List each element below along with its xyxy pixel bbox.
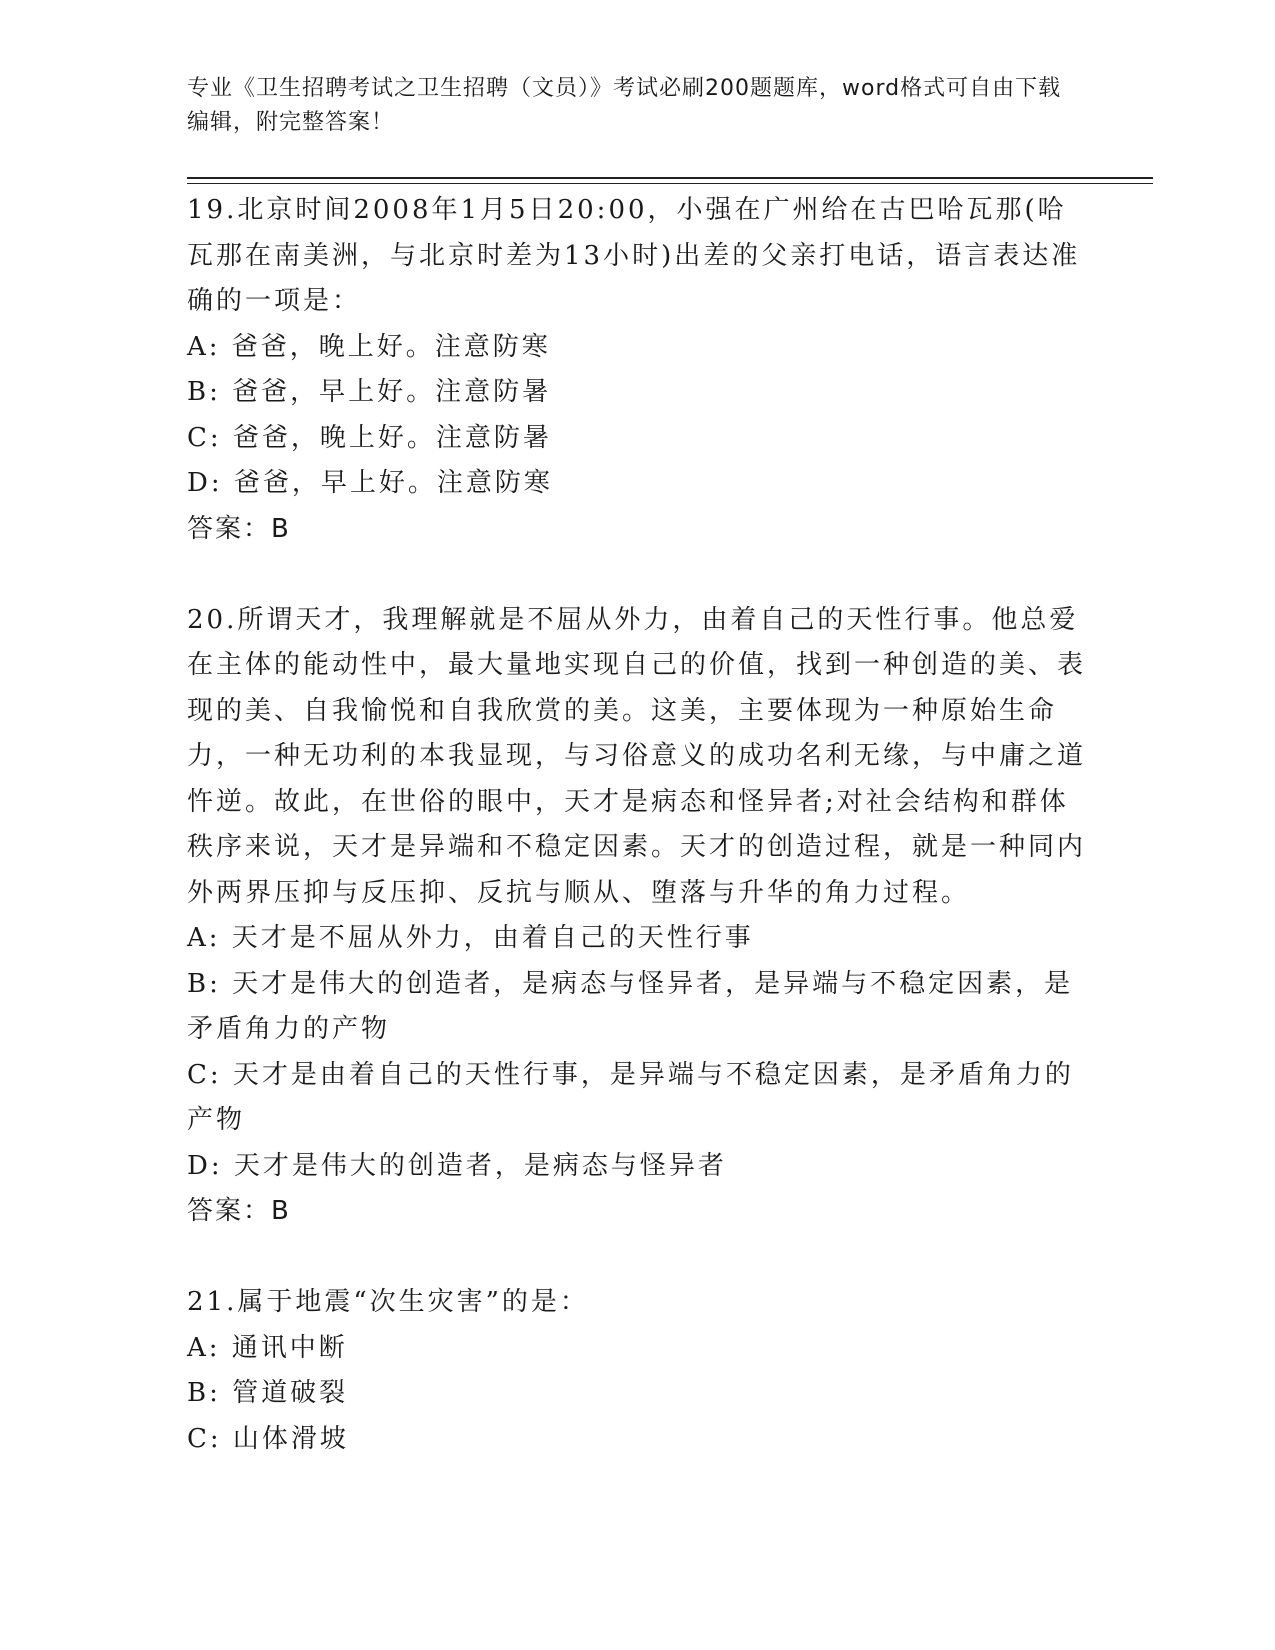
answer: 答案：B — [187, 1196, 291, 1226]
option-c: C: 山体滑坡 — [187, 1423, 349, 1454]
header-divider-thick — [187, 177, 1153, 179]
question-19 — [187, 188, 1087, 552]
option-d: D: 爸爸，早上好。注意防寒 — [187, 468, 553, 498]
option-b: B: 天才是伟大的创造者，是病态与怪异者，是异端与不稳定因素，是矛盾角力的产物 — [187, 968, 1074, 1044]
spacer — [187, 552, 1087, 598]
answer: 答案：B — [187, 513, 291, 544]
option-a: A: 通讯中断 — [187, 1332, 348, 1363]
document-header: 专业《卫生招聘考试之卫生招聘（文员）》考试必刷200题题库，word格式可自由下载编辑，附完整答案！ — [187, 76, 1062, 135]
option-a: A: 天才是不屈从外力，由着自己的天性行事 — [187, 923, 754, 953]
question-text: 21.属于地震“次生灾害”的是： — [187, 1287, 589, 1317]
option-c: C: 爸爸，晚上好。注意防暑 — [187, 422, 552, 453]
question-20 — [187, 598, 1087, 1235]
spacer — [187, 1235, 1087, 1281]
option-a: A: 爸爸，晚上好。注意防寒 — [187, 331, 551, 362]
option-d: D: 天才是伟大的创造者，是病态与怪异者 — [187, 1150, 727, 1181]
option-b: B: 管道破裂 — [187, 1378, 349, 1408]
option-c: C: 天才是由着自己的天性行事，是异端与不稳定因素，是矛盾角力的产物 — [187, 1059, 1074, 1135]
question-21 — [187, 1280, 1087, 1462]
header-divider-thin — [187, 183, 1153, 184]
option-b: B: 爸爸，早上好。注意防暑 — [187, 377, 552, 407]
question-list — [187, 188, 1087, 1462]
question-text: 19.北京时间2008年1月5日20:00，小强在广州给在古巴哈瓦那(哈瓦那在南美洲，与北京时差为13小时)出差的父亲打电话，语言表达准确的一项是： — [187, 195, 1081, 316]
question-text: 20.所谓天才，我理解就是不屈从外力，由着自己的天性行事。他总爱在主体的能动性中，最大量地实现自己的价值，找到一种创造的美、表现的美、自我愉悦和自我欣赏的美。这美，主要体现为一种原始生命力，一种无功利的本我显现，与习俗意义的成功名利无缘，与中庸之道忤逆。故此，在世俗的眼中，天才是病态和怪异者;对社会结构和群体秩序来说，天才是异端和不稳定因素。天才的创造过程，就是一种同内外两界压抑与反压抑、反抗与顺从、堕落与升华的角力过程。 — [187, 604, 1087, 908]
